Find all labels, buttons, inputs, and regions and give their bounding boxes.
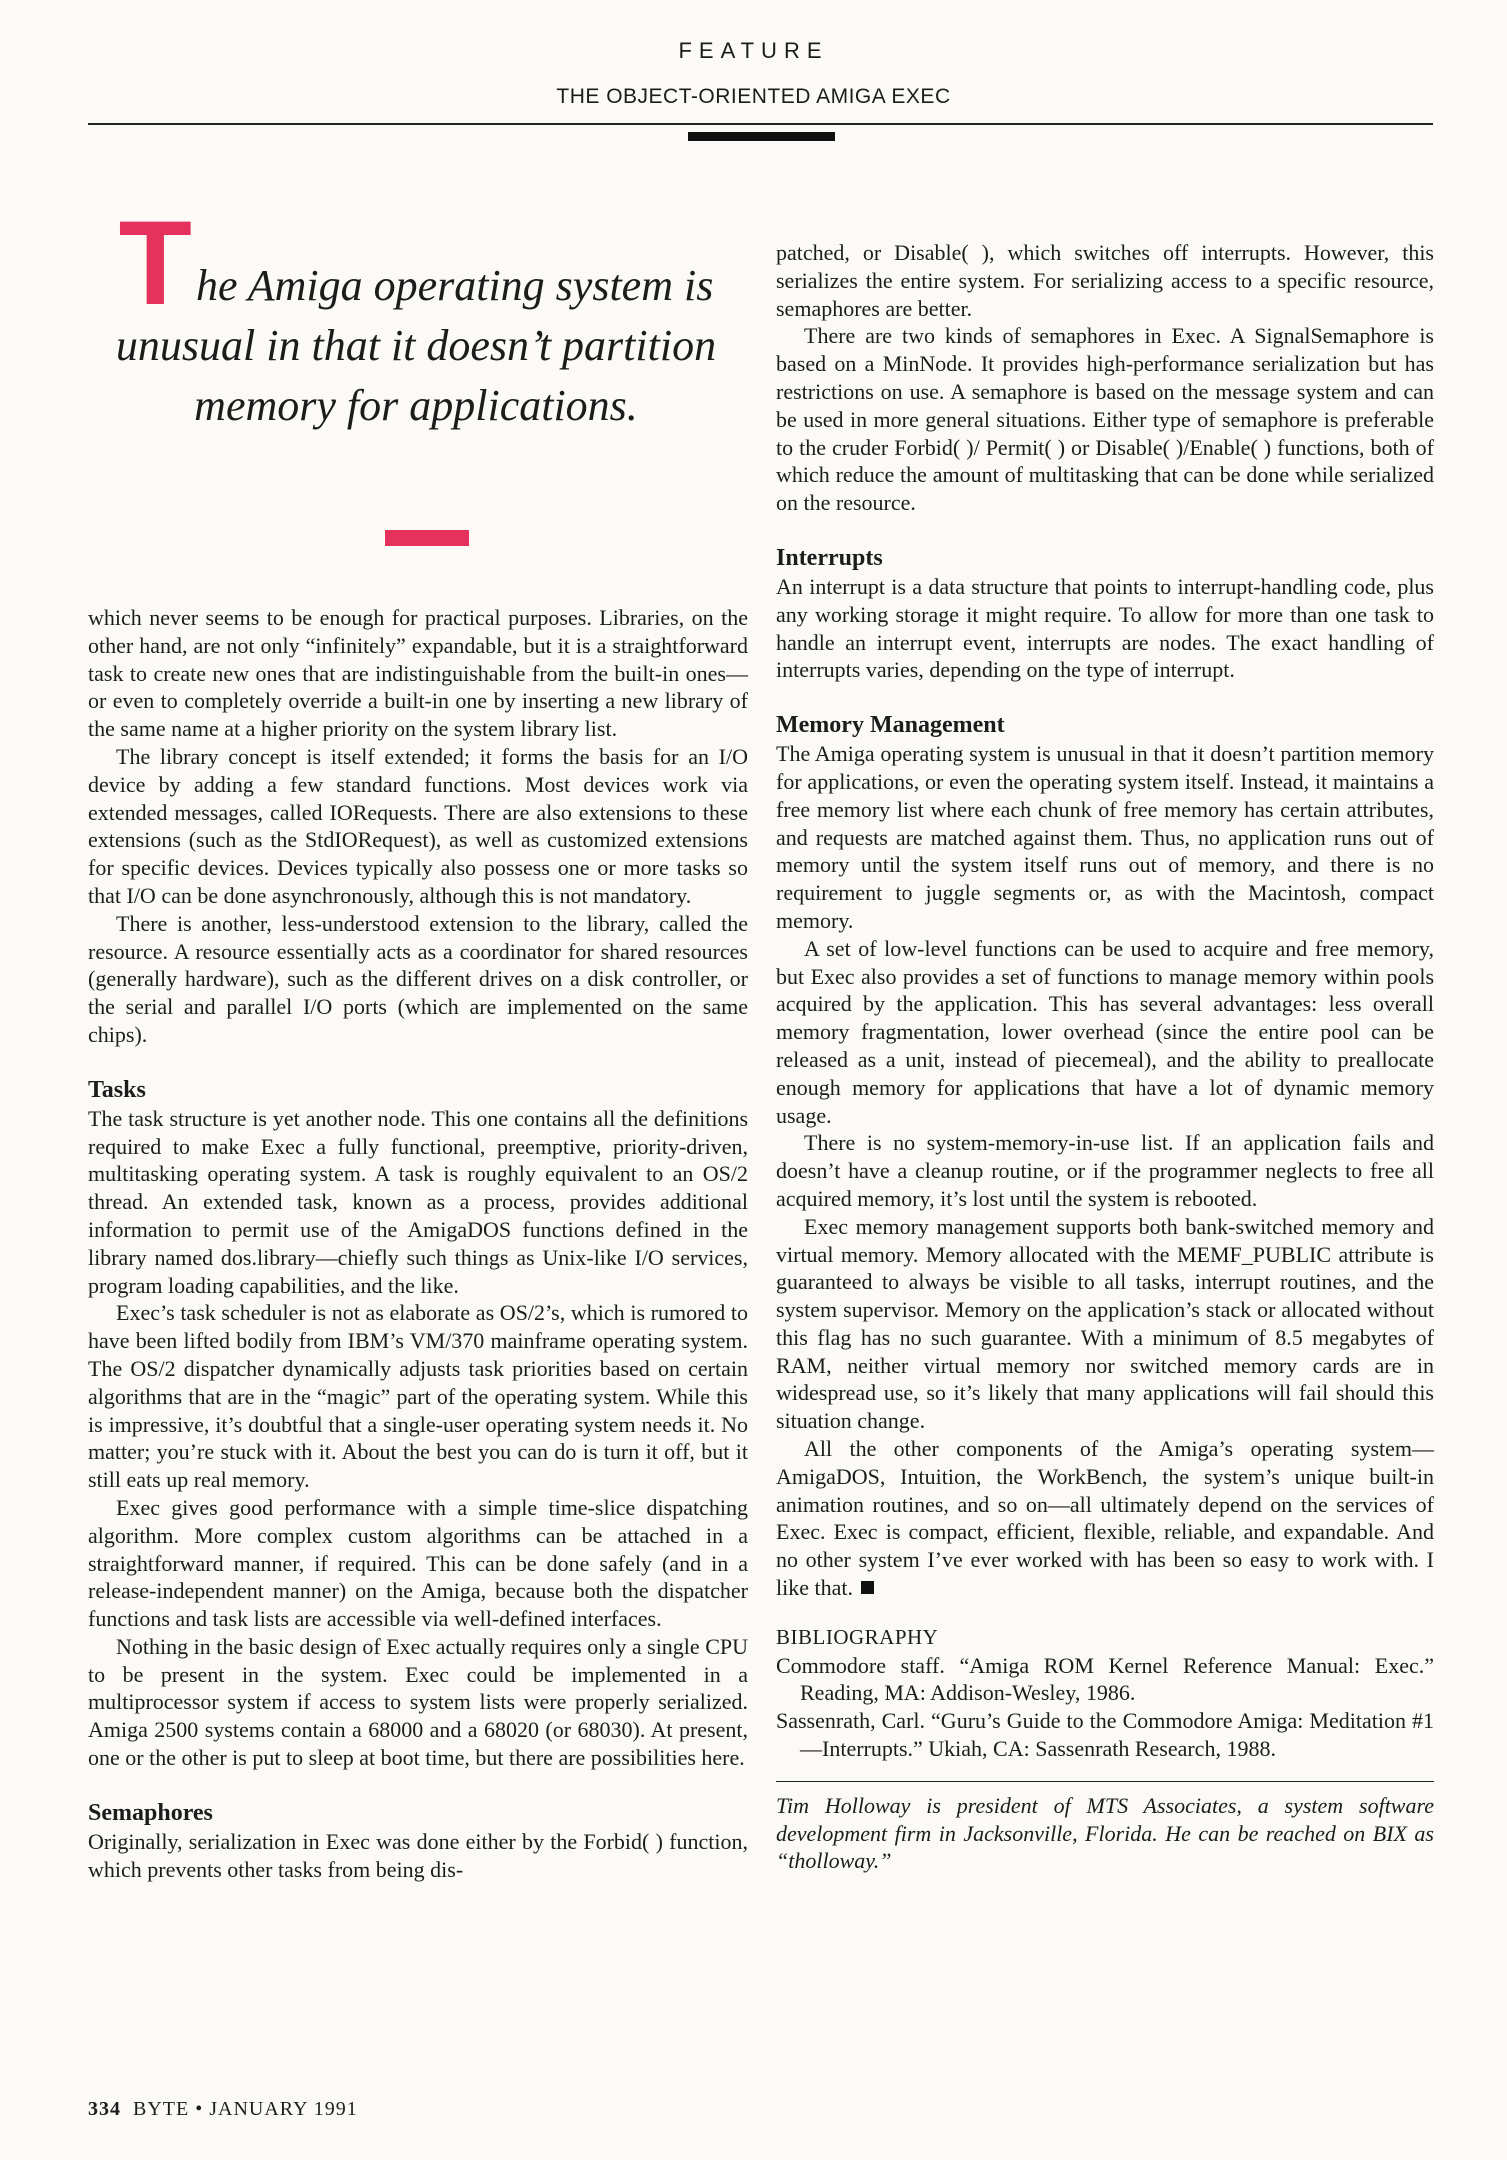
- body-paragraph: There are two kinds of semaphores in Exec. A SignalSemaphore is based on a MinNode. It provides high-performance serialization but has restrictions on use. A semaphore is based on the message system and can be used in more general situations. Either type of semaphore is preferable to the cruder Forbid( )/ Permit( ) or Disable( )/Enable( ) functions, both of which reduce the amount of multitasking that can be done while serialized on the resource.: [776, 323, 1434, 516]
- section-label: FEATURE: [678, 38, 829, 63]
- pull-quote-accent-bar: [385, 530, 469, 546]
- section-gap: [88, 1772, 748, 1798]
- body-paragraph: All the other components of the Amiga’s operating system—AmigaDOS, Intuition, the WorkBench, the system’s unique built-in animation routines, and so on—all ultimately depend on the services of Exec. Exec is compact, efficient, flexible, reliable, and expandable. And no other system I’ve ever worked with has been so easy to work with. I like that.: [776, 1436, 1434, 1601]
- page-footer: [88, 2098, 358, 2121]
- body-paragraph: Originally, serialization in Exec was done either by the Forbid( ) function, which prevents other tasks from being dis-: [88, 1828, 748, 1882]
- bibliography-entry: Sassenrath, Carl. “Guru’s Guide to the Commodore Amiga: Meditation #1—Interrupts.” Ukiah, CA: Sassenrath Research, 1988.: [776, 1708, 1434, 1762]
- right-column-body: [776, 239, 1434, 1602]
- section-heading: Interrupts: [776, 544, 883, 571]
- body-paragraph: There is another, less-understood extension to the library, called the resource. A resource essentially acts as a coordinator for shared resources (generally hardware), such as the different drives on a disk controller, or the serial and parallel I/O ports (which are implemented on the same chips).: [88, 910, 748, 1047]
- body-paragraph: A set of low-level functions can be used to acquire and free memory, but Exec also provides a set of functions to manage memory within pools acquired by the application. This has several advantages: less overall memory fragmentation, lower overhead (since the entire pool can be released as a unit, instead of piecemeal), and the ability to preallocate enough memory for applications that have a lot of dynamic memory usage.: [776, 935, 1434, 1128]
- page-number: 334: [88, 2098, 121, 2120]
- section-heading: Tasks: [88, 1076, 146, 1103]
- body-paragraph: An interrupt is a data structure that points to interrupt-handling code, plus any working storage it might require. To allow for more than one task to handle an interrupt event, interrupts are nodes. The exact handling of interrupts varies, depending on the type of interrupt.: [776, 573, 1434, 683]
- header-accent-bar: [688, 132, 835, 141]
- body-paragraph: Nothing in the basic design of Exec actually requires only a single CPU to be present in the system. Exec could be implemented in a multiprocessor system if access to system lists were properly serialized. Amiga 2500 systems contain a 68000 and a 68020 (or 68030). At present, one or the other is put to sleep at boot time, but there are possibilities here.: [88, 1633, 748, 1771]
- pull-quote-text: he Amiga operating system is unusual in that it doesn’t partition memory for applications.: [115, 261, 717, 430]
- section-gap: [776, 684, 1434, 710]
- section-heading: Memory Management: [776, 712, 1005, 739]
- body-paragraph: The task structure is yet another node. This one contains all the definitions required to make Exec a fully functional, preemptive, priority-driven, multitasking operating system. A task is roughly equivalent to an OS/2 thread. An extended task, known as a process, provides additional information to permit use of the AmigaDOS functions defined in the library named dos.library—chiefly such things as Unix-like I/O services, program loading capabilities, and the like.: [88, 1105, 748, 1298]
- body-paragraph: which never seems to be enough for practical purposes. Libraries, on the other hand, are not only “infinitely” expandable, but it is a straightforward task to create new ones that are indistinguishable from the built-in ones—or even to completely override a built-in one by inserting a new library of the same name at a higher priority on the system library list.: [88, 605, 748, 742]
- body-paragraph: patched, or Disable( ), which switches off interrupts. However, this serializes the entire system. For serializing access to a specific resource, semaphores are better.: [776, 240, 1434, 321]
- body-paragraph: There is no system-memory-in-use list. If an application fails and doesn’t have a cleanup routine, or if the programmer neglects to free all acquired memory, it’s lost until the system is rebooted.: [776, 1130, 1434, 1211]
- header-divider: [88, 123, 1433, 125]
- section-gap: [88, 1049, 748, 1075]
- bibliography-heading: BIBLIOGRAPHY: [776, 1624, 939, 1649]
- left-column: [88, 604, 748, 1883]
- body-paragraph: Exec memory management supports both bank-switched memory and virtual memory. Memory allocated with the MEMF_PUBLIC attribute is guaranteed to always be visible to all tasks, interrupt routines, and the system supervisor. Memory on the application’s stack or allocated without this flag has no such guarantee. With a minimum of 8.5 megabytes of RAM, neither virtual memory nor switched memory cards are in widespread use, so it’s likely that many applications will fail should this situation change.: [776, 1213, 1434, 1434]
- bio-divider: [776, 1781, 1434, 1782]
- right-column: [776, 239, 1434, 1875]
- section-heading: Semaphores: [88, 1799, 213, 1826]
- body-paragraph: Exec gives good performance with a simple time-slice dispatching algorithm. More complex custom algorithms can be attached in a straightforward manner, if required. This can be done safely (and in a release-independent manner) on the Amiga, because both the dispatcher functions and task lists are accessible via well-defined interfaces.: [88, 1494, 748, 1632]
- body-paragraph: The Amiga operating system is unusual in that it doesn’t partition memory for applications, or even the operating system itself. Instead, it maintains a free memory list where each chunk of free memory has certain attributes, and requests are matched against them. Thus, no application runs out of memory until the system itself runs out of memory, and there is no requirement to juggle segments or, as with the Macintosh, compact memory.: [776, 741, 1434, 933]
- section-gap: [776, 517, 1434, 543]
- bibliography-entry: Commodore staff. “Amiga ROM Kernel Reference Manual: Exec.” Reading, MA: Addison-Wesley, 1986.: [776, 1652, 1434, 1706]
- drop-cap: T: [118, 196, 190, 330]
- end-mark-icon: [861, 1581, 874, 1594]
- pull-quote: [96, 196, 736, 436]
- body-paragraph: The library concept is itself extended; it forms the basis for an I/O device by adding a few standard functions. Most devices work via extended messages, called IORequests. There are also extensions to these extensions (such as the StdIORequest), as well as customized extensions for specific devices. Devices typically also possess one or more tasks so that I/O can be done asynchronously, although this is not mandatory.: [88, 743, 748, 908]
- body-paragraph: Exec’s task scheduler is not as elaborate as OS/2’s, which is rumored to have been lifted bodily from IBM’s VM/370 mainframe operating system. The OS/2 dispatcher dynamically adjusts task priorities based on certain algorithms that are in the “magic” part of the operating system. While this is impressive, it’s doubtful that a single-user operating system needs it. No matter; you’re stuck with it. About the best you can do is turn it off, but it still eats up real memory.: [88, 1300, 748, 1493]
- article-running-title: THE OBJECT-ORIENTED AMIGA EXEC: [556, 85, 951, 108]
- author-bio: Tim Holloway is president of MTS Associates, a system software development firm in Jacksonville, Florida. He can be reached on BIX as “tholloway.”: [776, 1792, 1434, 1874]
- magazine-issue: BYTE • JANUARY 1991: [133, 2098, 358, 2120]
